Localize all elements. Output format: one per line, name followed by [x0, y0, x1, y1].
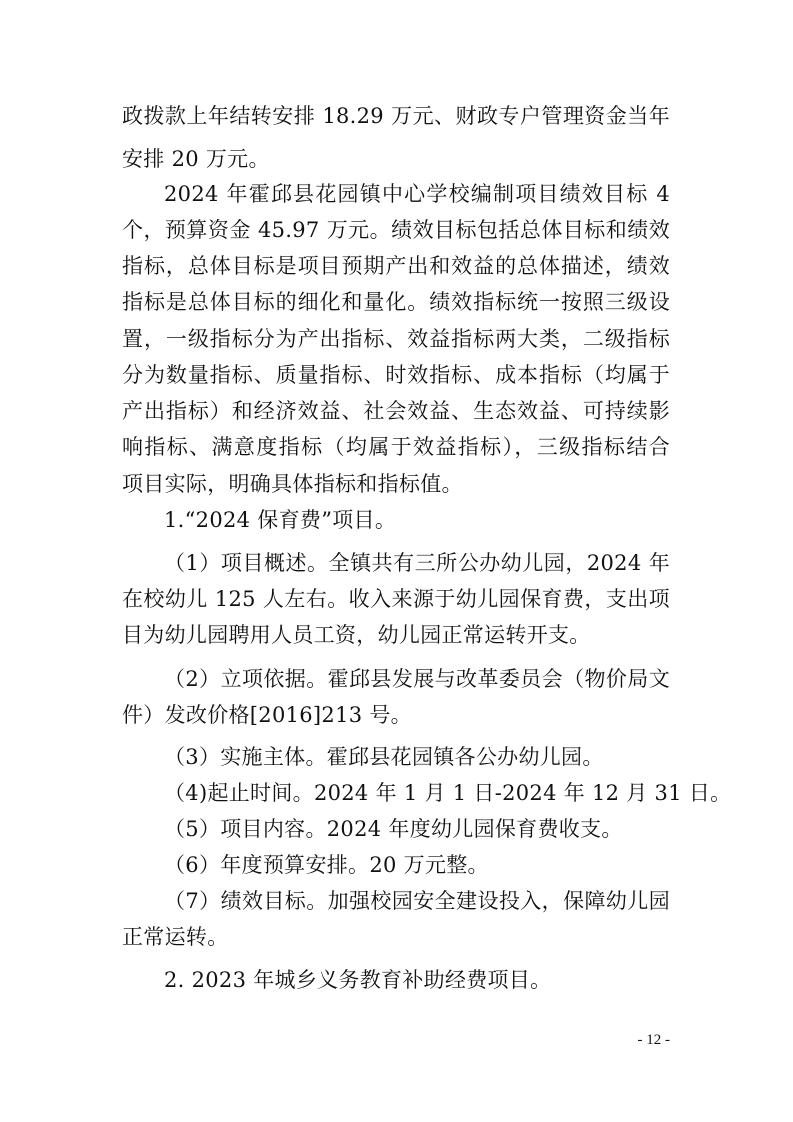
- text-line: 2024 年霍邱县花园镇中心学校编制项目绩效目标 4: [164, 182, 670, 206]
- text-line: （7）绩效目标。加强校园安全建设投入，保障幼儿园: [164, 889, 670, 913]
- section-heading: 2. 2023 年城乡义务教育补助经费项目。: [164, 968, 552, 992]
- text-line: 指标，总体目标是项目预期产出和效益的总体描述，绩效: [122, 254, 670, 278]
- text-line: 个，预算资金 45.97 万元。绩效目标包括总体目标和绩效: [122, 218, 670, 242]
- text-line: 安排 20 万元。: [122, 147, 270, 171]
- text-line: 项目实际，明确具体指标和指标值。: [122, 472, 463, 496]
- text-line: 件）发改价格[2016]213 号。: [122, 703, 412, 727]
- text-line: （1）项目概述。全镇共有三所公办幼儿园，2024 年: [164, 551, 670, 575]
- text-line: （5）项目内容。2024 年度幼儿园保育费收支。: [164, 817, 623, 841]
- section-heading: 1.“2024 保育费”项目。: [164, 508, 397, 532]
- text-line: （3）实施主体。霍邱县花园镇各公办幼儿园。: [164, 745, 604, 769]
- text-line: 置，一级指标分为产出指标、效益指标两大类，二级指标: [122, 327, 670, 351]
- text-line: 响指标、满意度指标（均属于效益指标），三级指标结合: [122, 435, 670, 459]
- text-line: 目为幼儿园聘用人员工资，幼儿园正常运转开支。: [122, 623, 591, 647]
- text-line: （6）年度预算安排。20 万元整。: [164, 853, 489, 877]
- text-line: 在校幼儿 125 人左右。收入来源于幼儿园保育费，支出项: [122, 587, 670, 611]
- text-line: 正常运转。: [122, 925, 229, 949]
- text-line: 指标是总体目标的细化和量化。绩效指标统一按照三级设: [122, 290, 670, 314]
- text-line: （4)起止时间。2024 年 1 月 1 日-2024 年 12 月 31 日。: [164, 781, 732, 805]
- text-line: 分为数量指标、质量指标、时效指标、成本指标（均属于: [122, 363, 670, 387]
- text-line: （2）立项依据。霍邱县发展与改革委员会（物价局文: [164, 667, 670, 691]
- page-number: - 12 -: [637, 1032, 670, 1048]
- text-line: 产出指标）和经济效益、社会效益、生态效益、可持续影: [122, 399, 670, 423]
- text-line: 政拨款上年结转安排 18.29 万元、财政专户管理资金当年: [122, 104, 670, 128]
